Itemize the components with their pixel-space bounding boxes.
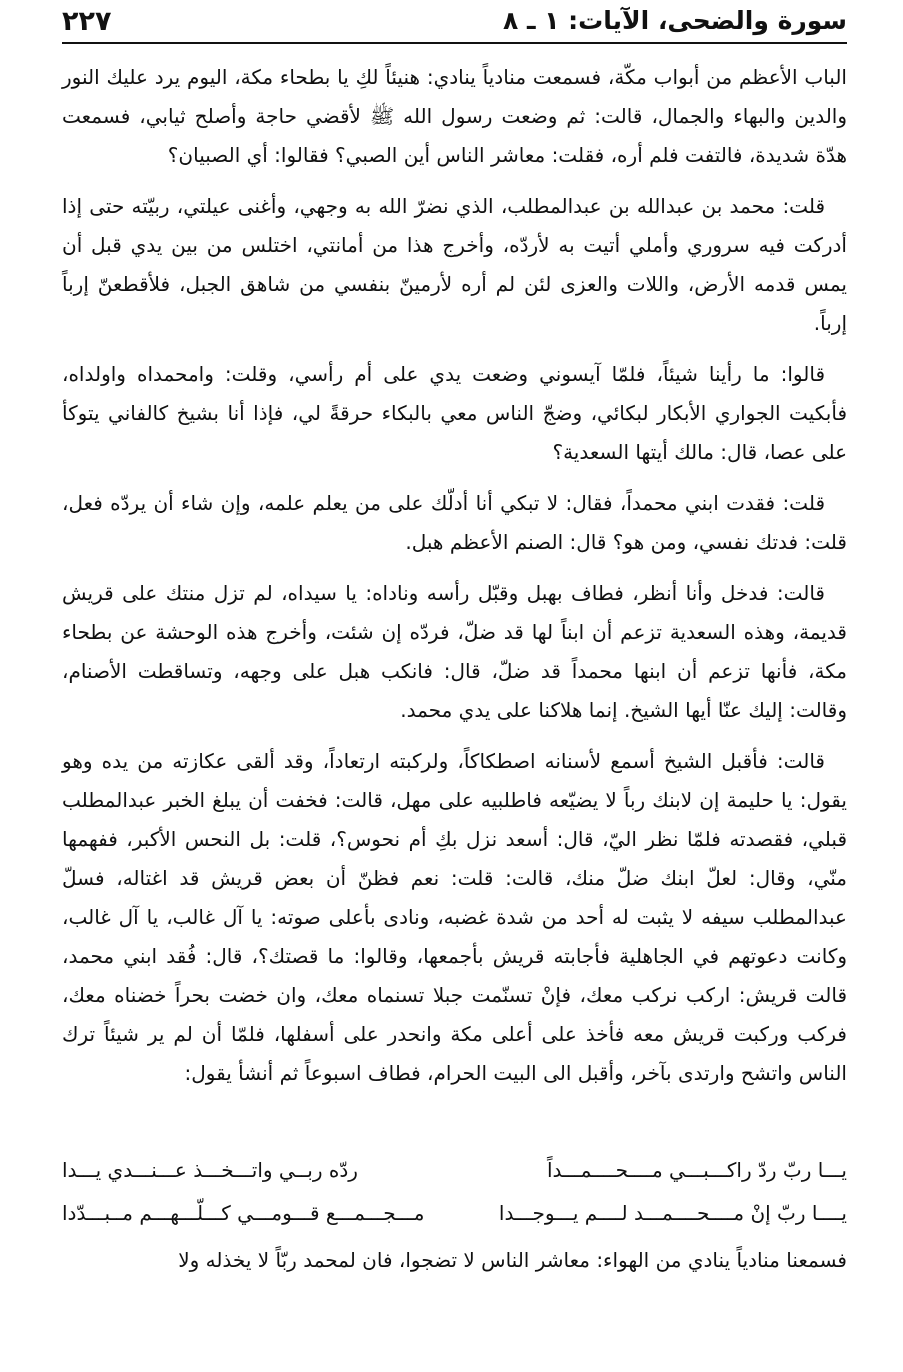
- verse-first-hemistich: يـــا ربّ ردّ راكـــبـــي مــــحــــمـــداً: [546, 1158, 847, 1182]
- continuation-line: فسمعنا منادياً ينادي من الهواء: معاشر الناس لا تضجوا، فان لمحمد ربّاً لا يخذله ولا: [178, 1248, 847, 1272]
- paragraph: قلت: محمد بن عبدالله بن عبدالمطلب، الذي نضرّ الله به وجهي، وأغنى عيلتي، ربيّته حتى إذا أدركت فيه سروري وأملي أتيت به لأردّه، وأخرج هذا من أمانتي، اختلس من بين يدي قبل أن يمس قدمه الأرض، واللات والعزى لئن لم أره لأرمينّ بنفسي من شاهق الجبل، فلأقطعنّ إرباً إرباً.: [62, 194, 847, 335]
- header-divider: [62, 42, 847, 44]
- paragraph: الباب الأعظم من أبواب مكّة، فسمعت منادياً ينادي: هنيئاً لكِ يا بطحاء مكة، اليوم يرد عليك النور والدين والبهاء والجمال، قالت: ثم وضعت رسول الله ﷺ لأقضي حاجة وأصلح ثيابي، فسمعت هدّة شديدة، فالتفت فلم أره، فقلت: معاشر الناس أين الصبي؟ فقالوا: أي الصبيان؟: [62, 65, 847, 167]
- main-text: [62, 58, 847, 1105]
- poem-verse: [62, 1193, 847, 1233]
- paragraph: قالت: فدخل وأنا أنظر، فطاف بهبل وقبّل رأسه وناداه: يا سيداه، لم تزل منتك على قريش قديمة، وهذه السعدية تزعم أن ابناً لها قد ضلّ، فردّه إن شئت، وأخرج هذه الوحشة عن بطحاء مكة، فأنها تزعم أن ابنها محمداً قد ضلّ، قال: فانكب هبل على وجهه، وتساقطت الأصنام، وقالت: إليك عنّا أيها الشيخ. إنما هلاكنا على يدي محمد.: [62, 581, 847, 722]
- verse-second-hemistich: ردّه ربــي واتـــخـــذ عـــنـــدي يـــدا: [62, 1158, 358, 1182]
- paragraph: قلت: فقدت ابني محمداً، فقال: لا تبكي أنا أدلّك على من يعلم علمه، وإن شاء أن يردّه فعل، قلت: فدتك نفسي، ومن هو؟ قال: الصنم الأعظم هبل.: [62, 491, 847, 554]
- poem-verse: [62, 1150, 847, 1190]
- page-header: [62, 6, 847, 40]
- running-title: سورة والضحى، الآيات: ١ ـ ٨: [502, 6, 847, 35]
- paragraph: قالوا: ما رأينا شيئاً، فلمّا آيسوني وضعت يدي على أم رأسي، وقلت: وامحمداه واولداه، فأبكيت الجواري الأبكار لبكائي، وضجّ الناس معي بالبكاء حرقةً لي، فإذا أنا بشيخ كالفاني يتوكأ على عصا، قال: مالك أيتها السعدية؟: [62, 362, 847, 464]
- paragraph: قالت: فأقبل الشيخ أسمع لأسنانه اصطكاكاً، ولركبته ارتعاداً، وقد ألقى عكازته من يده وهو يقول: يا حليمة إن لابنك رباً لا يضيّعه فاطلبيه على مهل، قالت: فخفت أن يبلغ الخبر عبدالمطلب قبلي، فقصدته فلمّا نظر اليّ، قال: أسعد نزل بكِ أم نحوس؟، قلت: بل النحس الأكبر، ففهمها منّي، وقال: لعلّ ابنك ضلّ منك، قالت: قلت: نعم فظنّ أن بعض قريش قد اغتاله، فسلّ عبدالمطلب سيفه لا يثبت له أحد من شدة غضبه، ونادى بأعلى صوته: يا آل غالب، يا آل غالب، وكانت دعوتهم في الجاهلية فأجابته قريش بأجمعها، وقالوا: ما قصتك؟، قال: فُقد ابني محمد، قالت قريش: اركب نركب معك، فإنْ تسنّمت جبلا تسنماه معك، وان خضت بحراً خضناه معك، فركب وركبت قريش معه فأخذ على أعلى مكة وانحدر على أسفلها، فلمّا أن لم ير شيئاً ترك الناس واتشح وارتدى بآخر، وأقبل الى البيت الحرام، فطاف اسبوعاً ثم أنشأ يقول:: [62, 749, 847, 1085]
- verse-second-hemistich: مـــجـــمـــع قـــومـــي كـــلّـــهـــم مــبـــدّدا: [62, 1201, 425, 1225]
- verse-first-hemistich: يــــا ربّ إنْ مــــحــــمـــد لــــم يـــوجـــدا: [498, 1201, 847, 1225]
- page-number: ٢٢٧: [62, 6, 112, 37]
